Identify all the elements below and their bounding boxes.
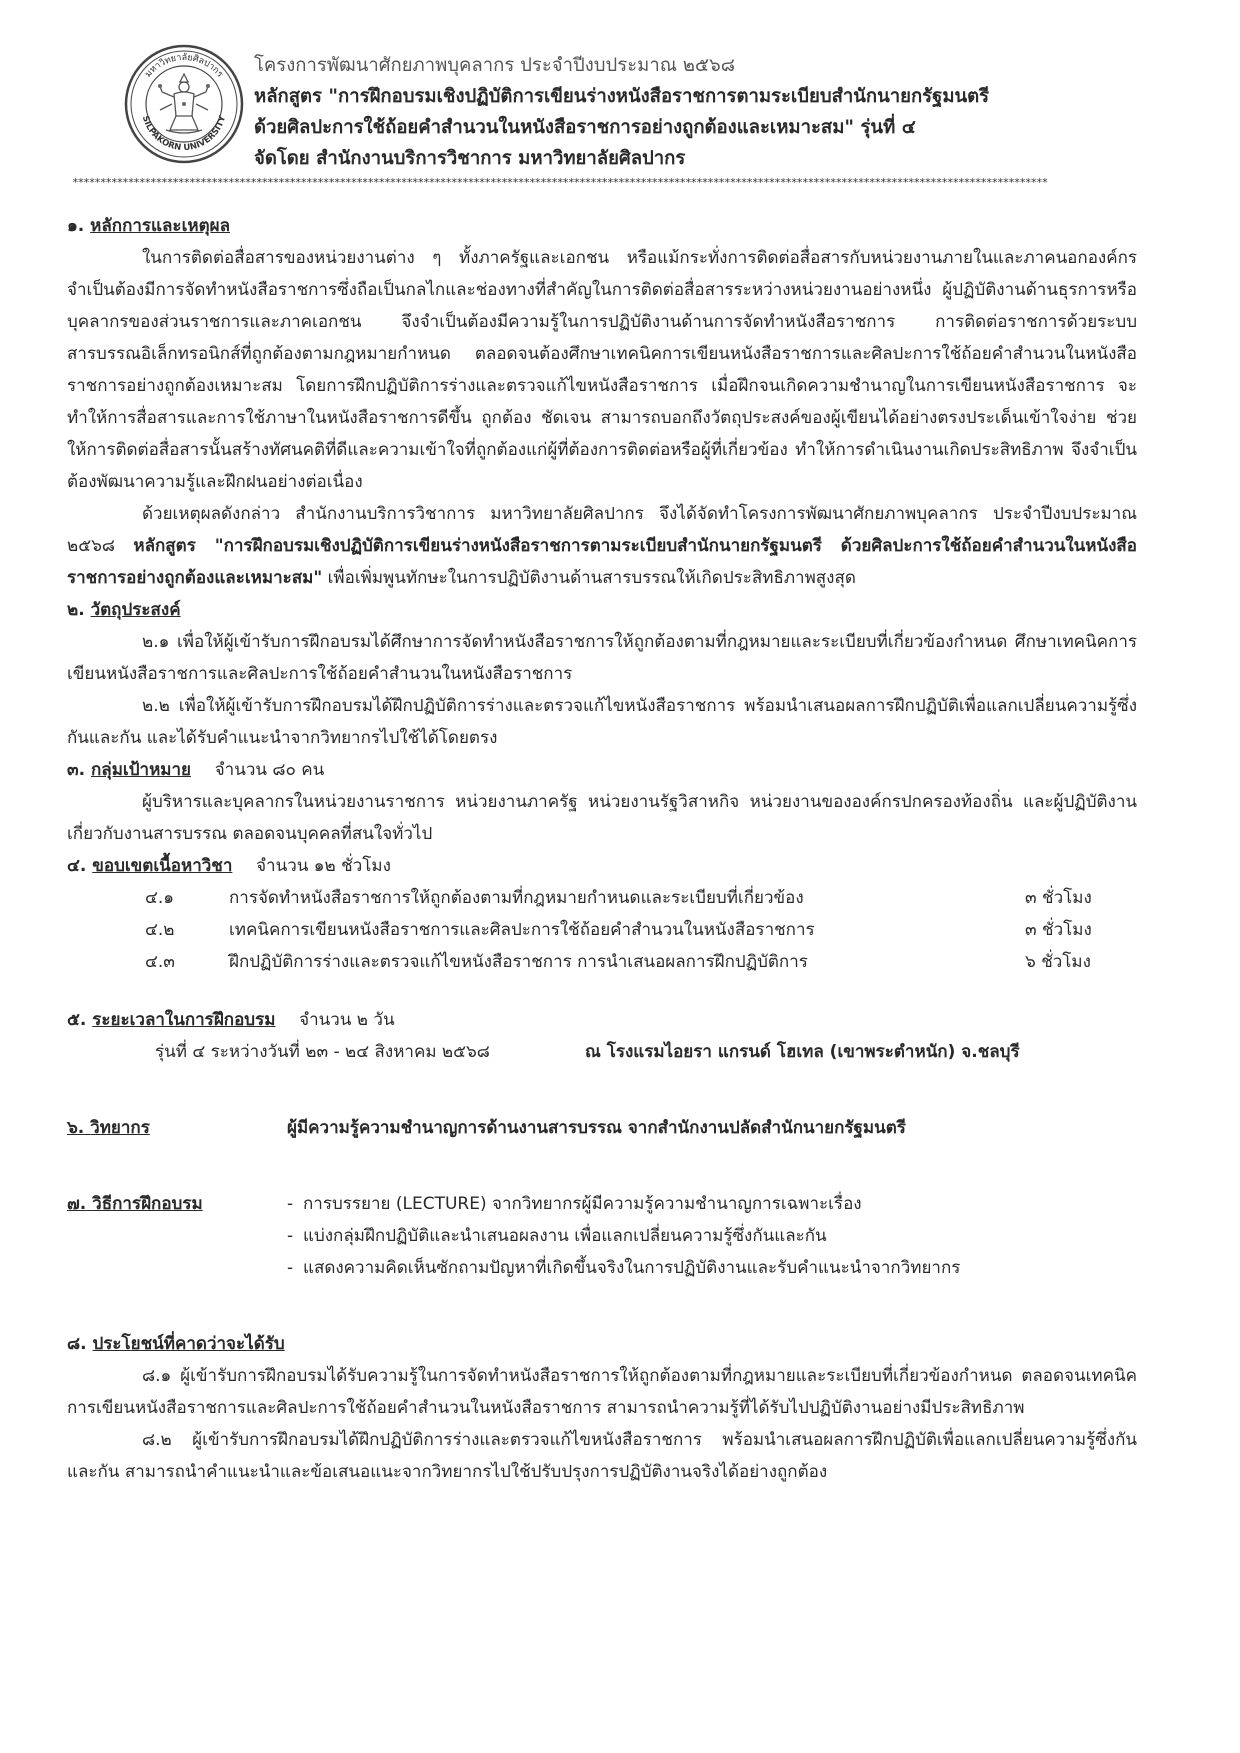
header-text: [254, 50, 1154, 174]
section-6-heading: ๖. วิทยากร: [67, 1118, 150, 1138]
document-body: [67, 210, 1137, 1488]
section-title: หลักการและเหตุผล: [90, 216, 230, 236]
silpakorn-university-seal-icon: [122, 42, 246, 166]
training-method-item: - แบ่งกลุ่มฝึกปฏิบัติและนำเสนอผลงาน เพื่อแลกเปลี่ยนความรู้ซึ่งกันและกัน: [287, 1226, 827, 1246]
objective-item: ๒.๑ เพื่อให้ผู้เข้ารับการฝึกอบรมได้ศึกษาการจัดทำหนังสือราชการให้ถูกต้องตามที่กฎหมายและระเบียบที่เกี่ยวข้องกำหนด ศึกษาเทคนิคการเขียนหนังสือราชการและศิลปะการใช้ถ้อยคำสำนวนในหนังสือราชการ: [67, 632, 1137, 684]
section-number: ๔.: [67, 856, 87, 876]
section-number: ๘.: [67, 1334, 87, 1354]
speaker-text: ผู้มีความรู้ความชำนาญการด้านงานสารบรรณ จากสำนักงานปลัดสำนักนายกรัฐมนตรี: [287, 1118, 906, 1138]
section-title: กลุ่มเป้าหมาย: [91, 760, 191, 780]
header-line-project: โครงการพัฒนาศักยภาพบุคลากร ประจำปีงบประมาณ ๒๕๖๘: [254, 55, 735, 76]
training-date: รุ่นที่ ๔ ระหว่างวันที่ ๒๓ - ๒๔ สิงหาคม ๒๕๖๘: [155, 1042, 490, 1062]
content-hours-total: จำนวน ๑๒ ชั่วโมง: [256, 856, 391, 876]
content-scope-item: ๔.๑ การจัดทำหนังสือราชการให้ถูกต้องตามที่กฎหมายกำหนดและระเบียบที่เกี่ยวข้อง ๓ ชั่วโมง: [145, 888, 1092, 908]
section-2-heading: [67, 594, 1137, 626]
section-number: ๑.: [67, 216, 85, 236]
objective-item: ๒.๒ เพื่อให้ผู้เข้ารับการฝึกอบรมได้ฝึกปฏิบัติการร่างและตรวจแก้ไขหนังสือราชการ พร้อมนำเสนอผลการฝึกปฏิบัติเพื่อแลกเปลี่ยนความรู้ซึ่งกันและกัน และได้รับคำแนะนำจากวิทยากรไปใช้ได้โดยตรง: [67, 696, 1137, 748]
section-8-heading: [67, 1328, 1137, 1360]
section-6: [67, 1112, 1137, 1144]
document-header: [122, 20, 1172, 180]
header-line-course-2: ด้วยศิลปะการใช้ถ้อยคำสำนวนในหนังสือราชการอย่างถูกต้องและเหมาะสม" รุ่นที่ ๔: [254, 117, 916, 138]
section-title: ระยะเวลาในการฝึกอบรม: [92, 1010, 276, 1030]
section-number: ๒.: [67, 600, 85, 620]
section-1-paragraph-2: ด้วยเหตุผลดังกล่าว สำนักงานบริการวิชาการ มหาวิทยาลัยศิลปากร จึงได้จัดทำโครงการพัฒนาศักยภาพบุคลากร ประจำปีงบประมาณ ๒๕๖๘ หลักสูตร "การฝึกอบรมเชิงปฏิบัติการเขียนร่างหนังสือราชการตามระเบียบสำนักนายกรัฐมนตรี ด้วยศิลปะการใช้ถ้อยคำสำนวนในหนังสือราชการอย่างถูกต้องและเหมาะสม" เพื่อเพิ่มพูนทักษะในการปฏิบัติงานด้านสารบรรณให้เกิดประสิทธิภาพสูงสุด: [67, 504, 1137, 588]
section-7: [67, 1188, 1137, 1284]
target-count: จำนวน ๘๐ คน: [214, 760, 325, 780]
header-line-course-1: หลักสูตร "การฝึกอบรมเชิงปฏิบัติการเขียนร่างหนังสือราชการตามระเบียบสำนักนายกรัฐมนตรี: [254, 86, 990, 107]
benefit-item: ๘.๑ ผู้เข้ารับการฝึกอบรมได้รับความรู้ในการจัดทำหนังสือราชการให้ถูกต้องตามที่กฎหมายและระเบียบที่เกี่ยวข้องกำหนด ตลอดจนเทคนิคการเขียนหนังสือราชการและศิลปะการใช้ถ้อยคำสำนวนในหนังสือราชการ สามารถนำความรู้ที่ได้รับไปปฏิบัติงานอย่างมีประสิทธิภาพ: [67, 1366, 1137, 1418]
separator-line: *******************************************************************************************************************************************************************************: [72, 176, 1048, 189]
training-schedule: [67, 1036, 1137, 1068]
svg-text:SILPAKORN UNIVERSITY: SILPAKORN UNIVERSITY: [139, 114, 229, 154]
content-scope-item: ๔.๓ ฝึกปฏิบัติการร่างและตรวจแก้ไขหนังสือราชการ การนำเสนอผลการฝึกปฏิบัติการ ๖ ชั่วโมง: [145, 952, 1091, 972]
section-4-heading: [67, 850, 1137, 882]
header-line-organizer: จัดโดย สำนักงานบริการวิชาการ มหาวิทยาลัยศิลปากร: [254, 148, 686, 169]
section-1-heading: [67, 210, 1137, 242]
section-7-heading: ๗. วิธีการฝึกอบรม: [67, 1194, 203, 1214]
content-scope-item: ๔.๒ เทคนิคการเขียนหนังสือราชการและศิลปะการใช้ถ้อยคำสำนวนในหนังสือราชการ ๓ ชั่วโมง: [145, 920, 1092, 940]
section-3-heading: [67, 754, 1137, 786]
target-group-text: ผู้บริหารและบุคลากรในหน่วยงานราชการ หน่วยงานภาครัฐ หน่วยงานรัฐวิสาหกิจ หน่วยงานขององค์กรปกครองท้องถิ่น และผู้ปฏิบัติงานเกี่ยวกับงานสารบรรณ ตลอดจนบุคคลที่สนใจทั่วไป: [67, 792, 1137, 844]
section-title: ขอบเขตเนื้อหาวิชา: [92, 856, 233, 876]
training-methods-list: [287, 1188, 1137, 1284]
benefit-item: ๘.๒ ผู้เข้ารับการฝึกอบรมได้ฝึกปฏิบัติการร่างและตรวจแก้ไขหนังสือราชการ พร้อมนำเสนอผลการฝึกปฏิบัติเพื่อแลกเปลี่ยนความรู้ซึ่งกันและกัน สามารถนำคำแนะนำและข้อเสนอแนะจากวิทยากรไปใช้ปรับปรุงการปฏิบัติงานจริงได้อย่างถูกต้อง: [67, 1430, 1137, 1482]
section-number: ๕.: [67, 1010, 87, 1030]
section-number: ๓.: [67, 760, 86, 780]
svg-text:มหาวิทยาลัยศิลปากร: มหาวิทยาลัยศิลปากร: [143, 52, 225, 80]
training-venue: ณ โรงแรมไอยรา แกรนด์ โฮเทล (เขาพระตำหนัก) จ.ชลบุรี: [585, 1042, 1020, 1062]
section-title: วัตถุประสงค์: [90, 600, 181, 620]
content-scope-list: [67, 882, 1137, 978]
section-title: ประโยชน์ที่คาดว่าจะได้รับ: [92, 1334, 285, 1354]
duration-days: จำนวน ๒ วัน: [299, 1010, 395, 1030]
training-method-item: - การบรรยาย (LECTURE) จากวิทยากรผู้มีความรู้ความชำนาญการเฉพาะเรื่อง: [287, 1194, 862, 1214]
section-5-heading: [67, 1004, 1137, 1036]
section-1-paragraph-1: ในการติดต่อสื่อสารของหน่วยงานต่าง ๆ ทั้งภาครัฐและเอกชน หรือแม้กระทั่งการติดต่อสื่อสารกับหน่วยงานภายในและภาคนอกองค์กร จำเป็นต้องมีการจัดทำหนังสือราชการซึ่งถือเป็นกลไกและช่องทางที่สำคัญในการติดต่อสื่อสารระหว่างหน่วยงานอย่างหนึ่ง ผู้ปฏิบัติงานด้านธุรการหรือบุคลากรของส่วนราชการและภาคเอกชน จึงจำเป็นต้องมีความรู้ในการปฏิบัติงานด้านการจัดทำหนังสือราชการ การติดต่อราชการด้วยระบบสารบรรณอิเล็กทรอนิกส์ที่ถูกต้องตามกฎหมายกำหนด ตลอดจนต้องศึกษาเทคนิคการเขียนหนังสือราชการและศิลปะการใช้ถ้อยคำสำนวนในหนังสือราชการอย่างถูกต้องเหมาะสม โดยการฝึกปฏิบัติการร่างและตรวจแก้ไขหนังสือราชการ เมื่อฝึกจนเกิดความชำนาญในการเขียนหนังสือราชการ จะทำให้การสื่อสารและการใช้ภาษาในหนังสือราชการดีขึ้น ถูกต้อง ชัดเจน สามารถบอกถึงวัตถุประสงค์ของผู้เขียนได้อย่างตรงประเด็นเข้าใจง่าย ช่วยให้การติดต่อสื่อสารนั้นสร้างทัศนคติที่ดีและความเข้าใจที่ถูกต้องแก่ผู้ที่ต้องการติดต่อหรือผู้ที่เกี่ยวข้อง ทำให้การดำเนินงานเกิดประสิทธิภาพ จึงจำเป็นต้องพัฒนาความรู้และฝึกฝนอย่างต่อเนื่อง: [67, 248, 1137, 492]
training-method-item: - แสดงความคิดเห็นซักถามปัญหาที่เกิดขึ้นจริงในการปฏิบัติงานและรับคำแนะนำจากวิทยากร: [287, 1258, 961, 1278]
